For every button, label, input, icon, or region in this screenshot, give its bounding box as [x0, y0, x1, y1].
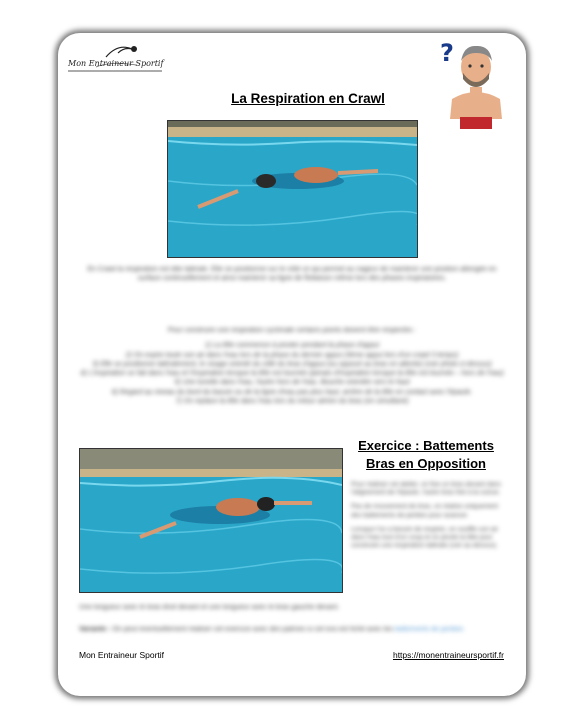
exercise-paragraph: Pas de mouvement de bras, on réalise uniquement des battements de jambes pour avancer. — [351, 503, 499, 519]
footer-brand: Mon Entraineur Sportif — [79, 650, 165, 660]
variante-label: Variante : — [79, 626, 111, 633]
variante-link[interactable]: battements de jambes — [394, 626, 464, 633]
step-item: 3) Elle se positionne latéralement, le visage orienté du côté du bras d'appui (ou opposé au bras en attente) (voir photo ci-dessus) — [92, 360, 492, 368]
step-item: 1) La tête commence à pivoter pendant la phase d'appui — [204, 342, 380, 350]
step-item: 7) On replace la tête dans l'eau lors du retour aérien du bras (en simultané) — [175, 398, 409, 406]
lengths-instruction: Une longueur avec le bras droit devant et une longueur avec le bras gauche devant. — [79, 604, 340, 611]
exercise-description — [351, 481, 501, 556]
exercise-title: Exercice : Battements Bras en Opposition — [358, 438, 494, 471]
steps-intro: Pour construire une respiration cyclimale certains points doivent être respectés : — [167, 327, 417, 334]
footer-url-link[interactable]: https://monentraineursportif.fr — [392, 650, 504, 660]
step-item: 5) Une lunette dans l'eau, l'autre hors de l'eau. Bouche orientée vers le haut — [174, 379, 410, 387]
thinking-man-icon — [430, 37, 522, 133]
intro-paragraph: En Crawl la respiration est dite latérale. Elle se positionne sur le côté ce qui permet au nageur de maintenir une position allongée en surface continuellement et ainsi maintenir sa ligne de flottaison même lors des phases inspiratoires. — [87, 266, 497, 282]
breathing-steps — [80, 326, 504, 406]
page-title: La Respiration en Crawl — [231, 91, 385, 106]
exercise-paragraph: Pour réaliser cet atelier, on fixe un bras devant dans l'alignement de l'épaule, l'autre bras fixé à la cuisse. — [351, 481, 501, 497]
variante-note — [79, 625, 503, 634]
step-item: 2) On expire toute son air dans l'eau lors de la phase du dernier appui (3ème appui lors d'un crawl 3 temps) — [125, 351, 459, 359]
step-item: 4) L'inspiration se fait dans l'eau et l'inspiration lorsque la tête est tournée (jamais d'inspiration lorsque la tête est tournée – hors de l'eau) — [80, 370, 504, 378]
mascot-avatar — [430, 37, 522, 133]
crawl-breathing-photo — [167, 120, 418, 258]
exercise-paragraph: Lorsque l'on a besoin de respirer, on souffle son air dans l'eau tout d'un coup et on pivote la tête pour construire une respiration latérale (voir au-dessus). — [351, 525, 499, 550]
svg-text:?: ? — [440, 39, 454, 67]
brand-logo-text: Mon Entraineur Sportif — [68, 59, 164, 68]
brand-logo — [66, 37, 166, 83]
step-item: 6) Regard au niveau du bord du bassin ou de la ligne d'eau pas plus haut, arrière de la tête en contact avec l'épaule. — [111, 388, 473, 396]
document-page — [58, 33, 526, 696]
variante-text: On peut éventuellement réaliser cet exercice avec des palmes si cet exo est fiché avec les — [112, 626, 393, 633]
kick-drill-photo — [79, 448, 343, 593]
